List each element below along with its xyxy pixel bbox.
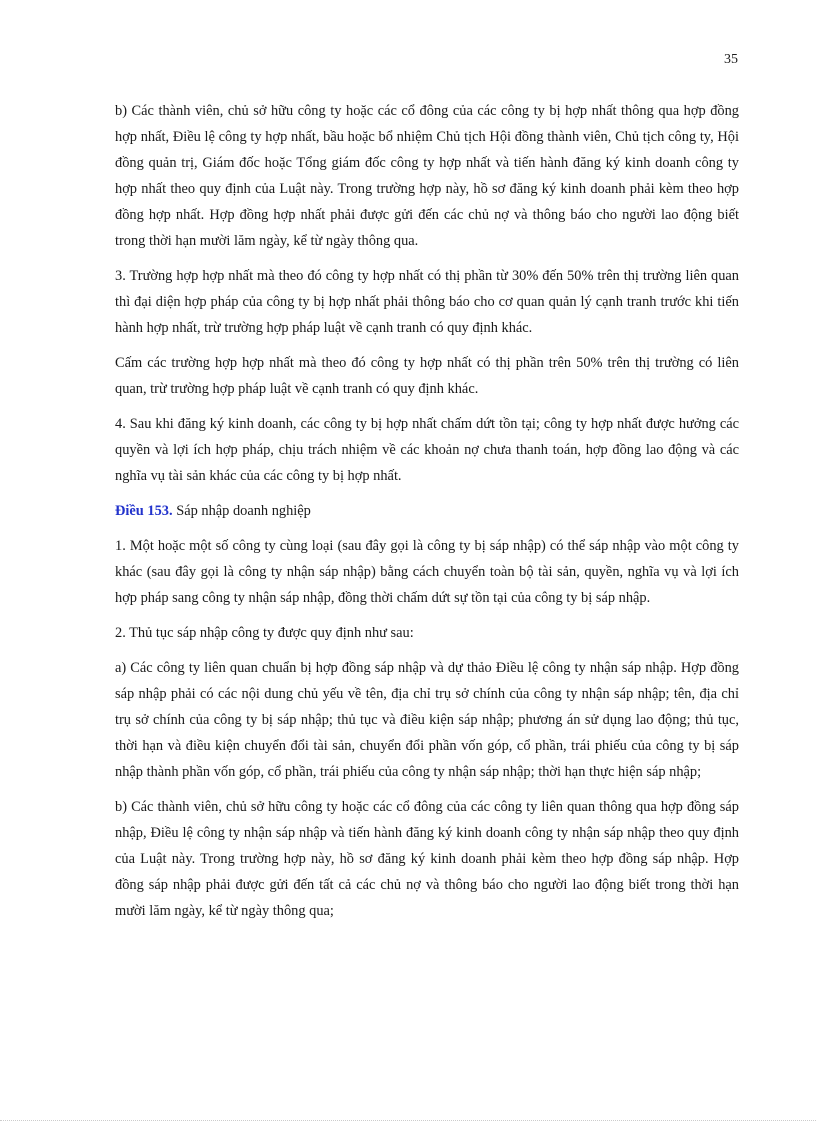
article-153-heading [115,498,739,524]
page-bottom-divider [0,1120,816,1121]
paragraph-3-market-share: 3. Trường hợp hợp nhất mà theo đó công ty hợp nhất có thị phần từ 30% đến 50% trên thị trường liên quan thì đại diện hợp pháp của công ty bị hợp nhất phải thông báo cho cơ quan quản lý cạnh tranh trước khi tiến hành hợp nhất, trừ trường hợp pháp luật về cạnh tranh có quy định khác. [115,268,739,336]
paragraph-b-merger-approval: b) Các thành viên, chủ sở hữu công ty hoặc các cổ đông của các công ty bị hợp nhất thông qua hợp đồng hợp nhất, Điều lệ công ty hợp nhất, bầu hoặc bổ nhiệm Chủ tịch Hội đồng thành viên, Chủ tịch công ty, Hội đồng quản trị, Giám đốc hoặc Tổng giám đốc công ty hợp nhất và tiến hành đăng ký kinh doanh công ty hợp nhất theo quy định của Luật này. Trong trường hợp này, hồ sơ đăng ký kinh doanh phải kèm theo hợp đồng hợp nhất. Hợp đồng hợp nhất phải được gửi đến các chủ nợ và thông báo cho người lao động biết trong thời hạn mười lăm ngày, kể từ ngày thông qua. [115,103,739,249]
paragraph-prohibition: Cấm các trường hợp hợp nhất mà theo đó công ty hợp nhất có thị phần trên 50% trên thị trường có liên quan, trừ trường hợp pháp luật về cạnh tranh có quy định khác. [115,355,739,397]
article-number: Điều 153. [115,503,173,519]
article-title: Sáp nhập doanh nghiệp [176,503,311,519]
document-body [115,98,739,933]
paragraph-1-acquisition-definition: 1. Một hoặc một số công ty cùng loại (sau đây gọi là công ty bị sáp nhập) có thể sáp nhập vào một công ty khác (sau đây gọi là công ty nhận sáp nhập) bằng cách chuyển toàn bộ tài sản, quyền, nghĩa vụ và lợi ích hợp pháp sang công ty nhận sáp nhập, đồng thời chấm dứt sự tồn tại của công ty bị sáp nhập. [115,538,739,606]
paragraph-a-acquisition-contract: a) Các công ty liên quan chuẩn bị hợp đồng sáp nhập và dự thảo Điều lệ công ty nhận sáp nhập. Hợp đồng sáp nhập phải có các nội dung chủ yếu về tên, địa chỉ trụ sở chính của công ty nhận sáp nhập; tên, địa chỉ trụ sở chính của công ty bị sáp nhập; thủ tục và điều kiện sáp nhập; phương án sử dụng lao động; thủ tục, thời hạn và điều kiện chuyển đổi tài sản, chuyển đổi phần vốn góp, cổ phần, trái phiếu của công ty bị sáp nhập thành phần vốn góp, cổ phần, trái phiếu của công ty nhận sáp nhập; thời hạn thực hiện sáp nhập; [115,660,739,780]
paragraph-2-procedure-intro: 2. Thủ tục sáp nhập công ty được quy định như sau: [115,625,414,641]
paragraph-b-acquisition-approval: b) Các thành viên, chủ sở hữu công ty hoặc các cổ đông của các công ty liên quan thông qua hợp đồng sáp nhập, Điều lệ công ty nhận sáp nhập và tiến hành đăng ký kinh doanh công ty nhận sáp nhập theo quy định của Luật này. Trong trường hợp này, hồ sơ đăng ký kinh doanh phải kèm theo hợp đồng sáp nhập. Hợp đồng sáp nhập phải được gửi đến tất cả các chủ nợ và thông báo cho người lao động biết trong thời hạn mười lăm ngày, kể từ ngày thông qua; [115,799,739,919]
paragraph-4-after-registration: 4. Sau khi đăng ký kinh doanh, các công ty bị hợp nhất chấm dứt tồn tại; công ty hợp nhất được hưởng các quyền và lợi ích hợp pháp, chịu trách nhiệm về các khoản nợ chưa thanh toán, hợp đồng lao động và các nghĩa vụ tài sản khác của các công ty bị hợp nhất. [115,416,739,484]
page-number: 35 [724,52,738,67]
